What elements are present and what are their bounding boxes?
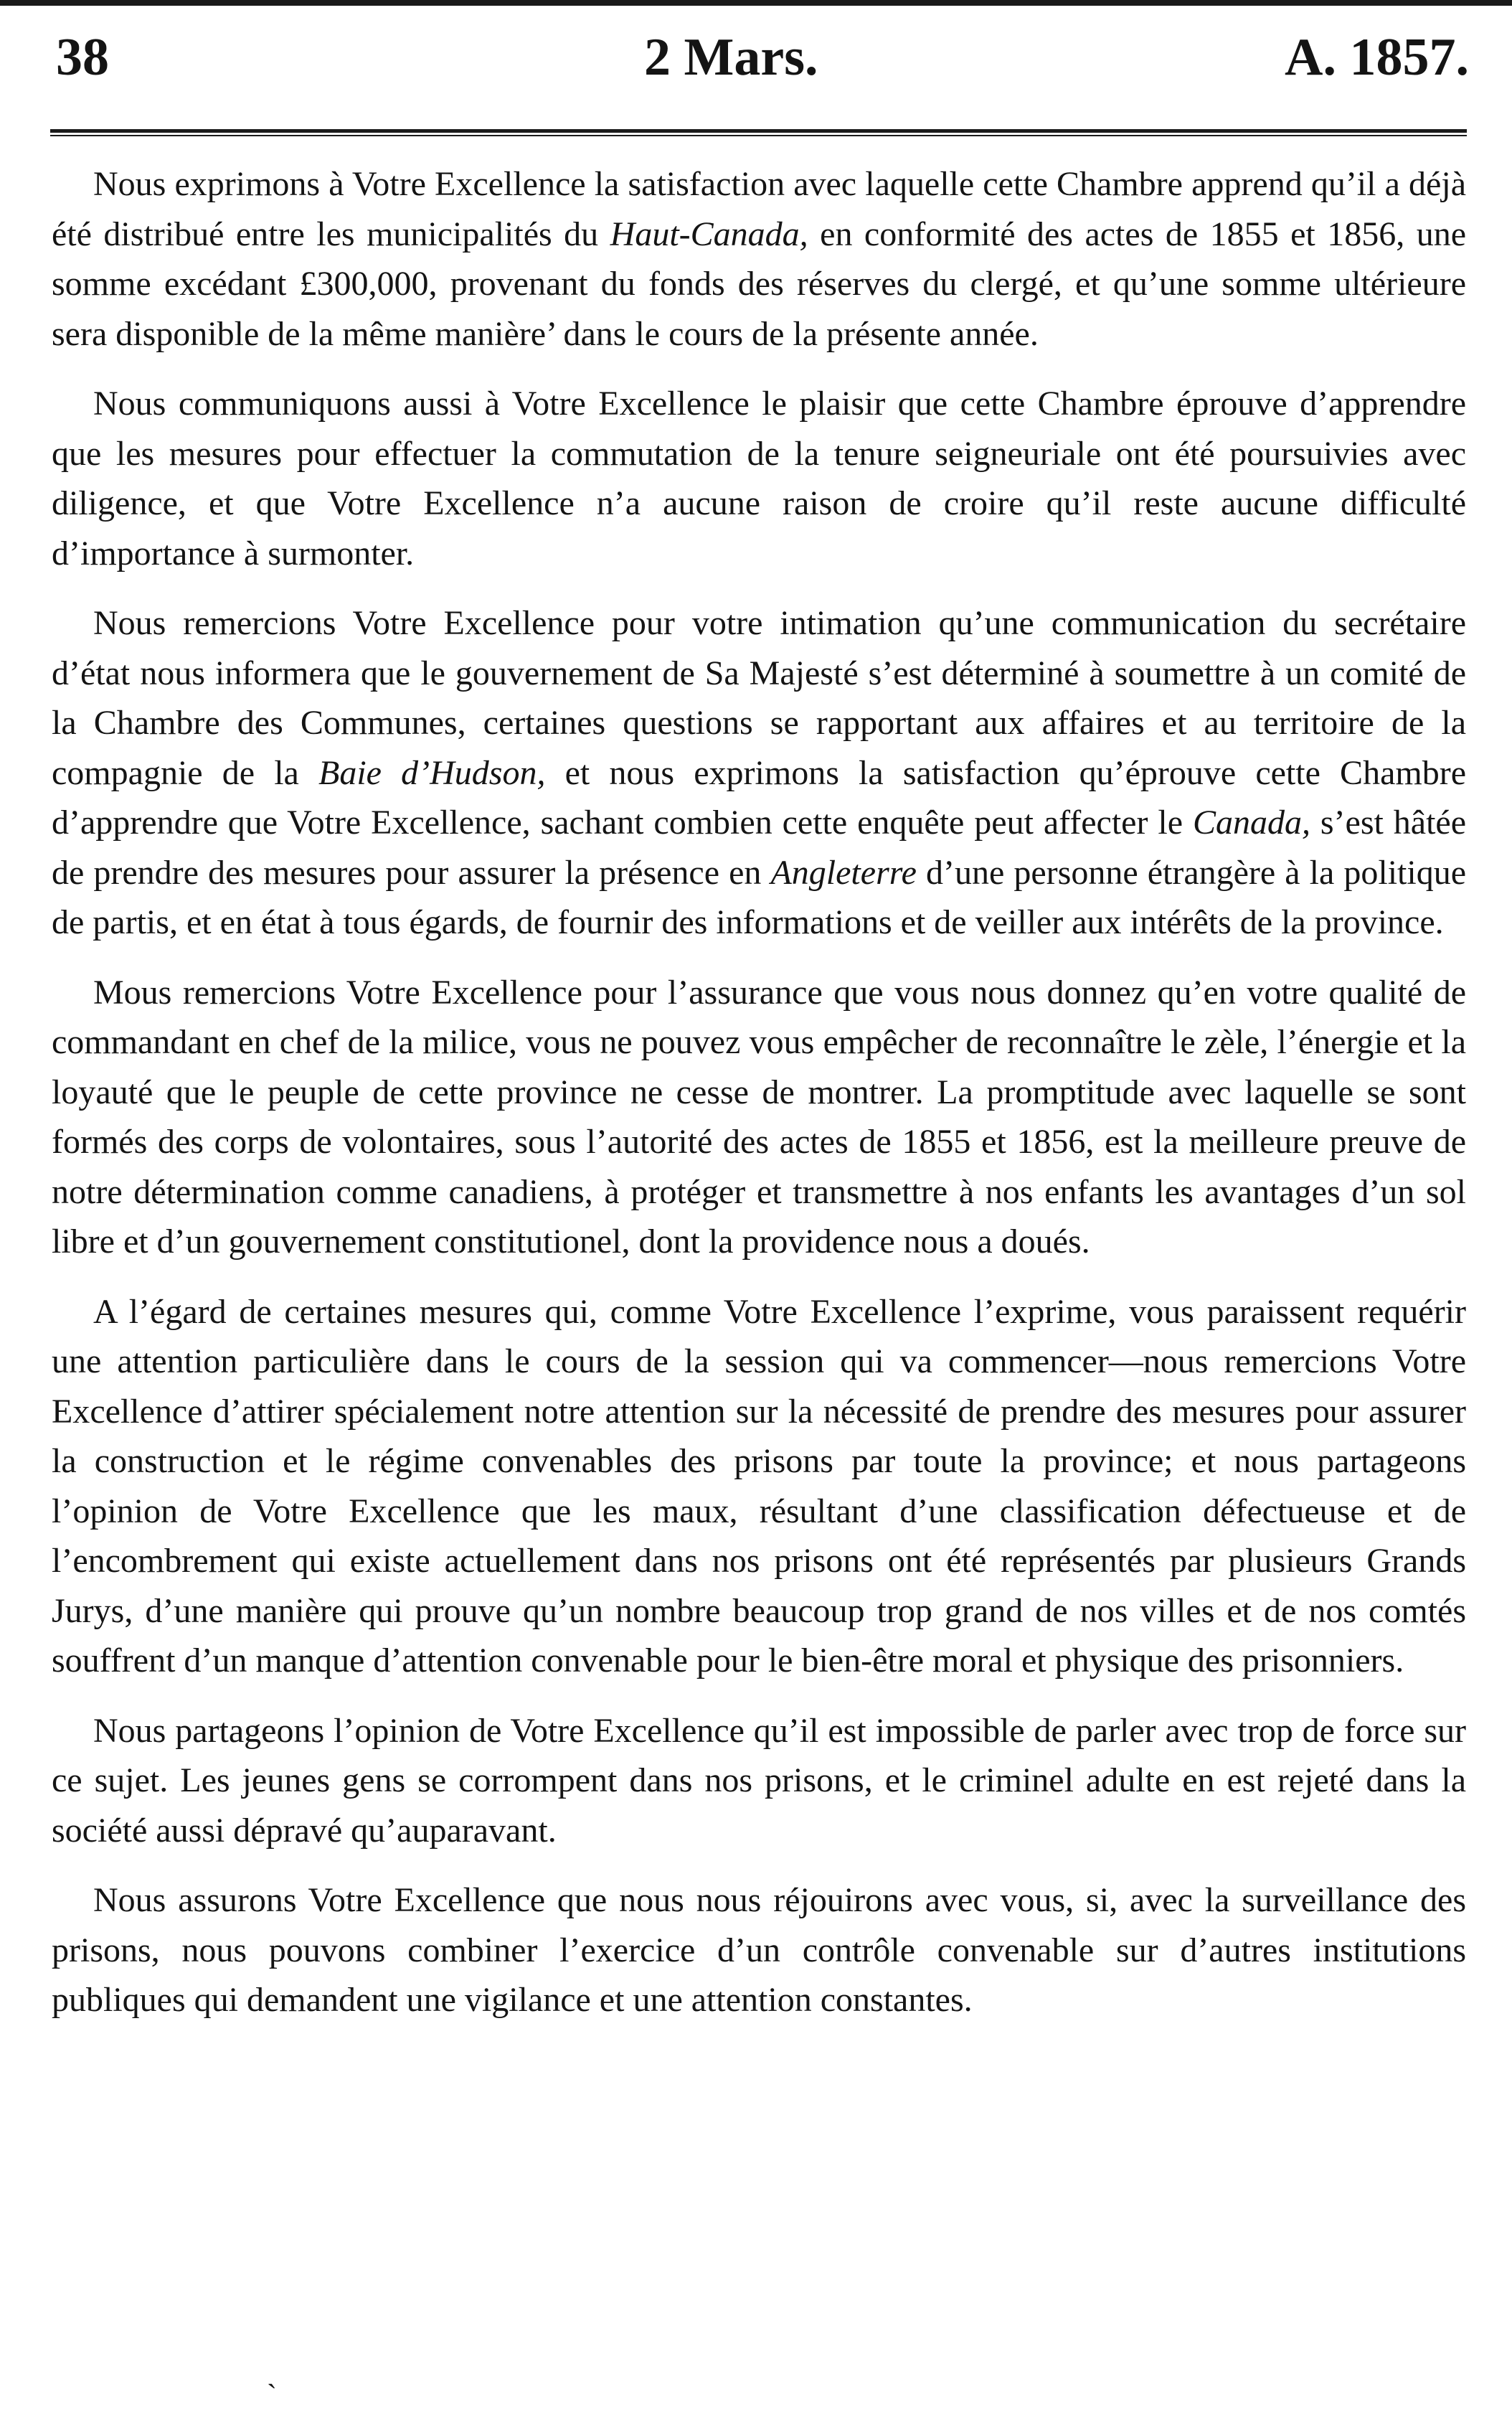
text-segment: Nous exprimons à Votre Excellence la satisfaction avec laquelle cette Chambre apprend qu’il a déjà été distribué entre les municipalités du — [52, 165, 1466, 253]
header-divider — [50, 129, 1467, 136]
text-segment: en conformité des actes de 1855 et 1856, une somme excédant £300,000, provenant du fonds des réserves du clergé, et qu’une somme ultérieure sera disponible de la même manière’ dans le cours de la présente année. — [52, 215, 1467, 353]
page-date: 2 Mars. — [644, 28, 818, 87]
paragraph — [52, 1287, 1466, 1686]
text-segment-italic: Canada, — [1192, 804, 1310, 842]
paragraph — [52, 379, 1466, 578]
page-header — [56, 22, 1469, 93]
text-segment-italic: Angleterre — [770, 853, 917, 892]
text-segment: et nous exprimons la satisfaction qu’éprouve cette Chambre d’apprendre que Votre Excellence, sachant combien cette enquête peut affecter le — [52, 753, 1467, 842]
body-text — [52, 159, 1466, 2025]
stray-mark: ` — [267, 2379, 277, 2412]
text-segment: Mous remercions Votre Excellence pour l’assurance que vous nous donnez qu’en votre qualité de commandant en chef de la milice, vous ne pouvez vous empêcher de reconnaître le zèle, l’énergie et la loyauté que le peuple de cette province ne cesse de montrer. La promptitude avec laquelle se sont formés des corps de volontaires, sous l’autorité des actes de 1855 et 1856, est la meilleure preuve de notre détermination comme canadiens, à protéger et transmettre à nos enfants les avantages d’un sol libre et d’un gouvernement constitutionel, dont la providence nous a doués. — [52, 973, 1466, 1261]
paragraph — [52, 1706, 1466, 1856]
paragraph — [52, 1875, 1466, 2025]
paragraph — [52, 159, 1466, 359]
page-number: 38 — [56, 28, 109, 87]
text-segment: Nous remercions Votre Excellence pour votre intimation qu’une communication du secrétaire d’état nous informera que le gouvernement de Sa Majesté s’est déterminé à soumettre à un comité de la Chambre des Communes, certaines questions se rapportant aux affaires et au territoire de la compagnie de la — [52, 604, 1466, 792]
top-edge-rule — [0, 0, 1512, 6]
text-segment: A l’égard de certaines mesures qui, comme Votre Excellence l’exprime, vous paraissent requérir une attention particulière dans le cours de la session qui va commencer—nous remercions Votre Excellence d’attirer spécialement notre attention sur la nécessité de prendre des mesures pour assurer la construction et le régime convenables des prisons par toute la province; et nous partageons l’opinion de Votre Excellence que les maux, résultant d’une classification défectueuse et de l’encombrement qui existe actuellement dans nos prisons ont été représentés par plusieurs Grands Jurys, d’une manière qui prouve qu’un nombre beaucoup trop grand de nos villes et de nos comtés souffrent d’un manque d’attention convenable pour le bien-être moral et physique des prisonniers. — [52, 1292, 1466, 1680]
text-segment: Nous partageons l’opinion de Votre Excellence qu’il est impossible de parler avec trop de force sur ce sujet. Les jeunes gens se corrompent dans nos prisons, et le criminel adulte en est rejeté dans la société aussi dépravé qu’auparavant. — [52, 1711, 1466, 1850]
text-segment: s’est hâtée de prendre des mesures pour assurer la présence en — [52, 804, 1467, 892]
text-segment: Nous communiquons aussi à Votre Excellence le plaisir que cette Chambre éprouve d’apprendre que les mesures pour effectuer la commutation de la tenure seigneuriale ont été poursuivies avec diligence, et que Votre Excellence n’a aucune raison de croire qu’il reste aucune difficulté d’importance à surmonter. — [52, 385, 1466, 573]
text-segment: d’une personne étrangère à la politique de partis, et en état à tous égards, de fournir des informations et de veiller aux intérêts de la province. — [52, 853, 1467, 941]
text-segment-italic: Baie d’Hudson, — [318, 753, 546, 792]
paragraph — [52, 598, 1466, 948]
text-segment: Nous assurons Votre Excellence que nous nous réjouirons avec vous, si, avec la surveillance des prisons, nous pouvons combiner l’exercice d’un contrôle convenable sur d’autres institutions publiques qui demandent une vigilance et une attention constantes. — [52, 1881, 1466, 2019]
paragraph — [52, 968, 1466, 1267]
text-segment-italic: Haut-Canada, — [610, 215, 808, 253]
page-year: A. 1857. — [1285, 28, 1469, 87]
